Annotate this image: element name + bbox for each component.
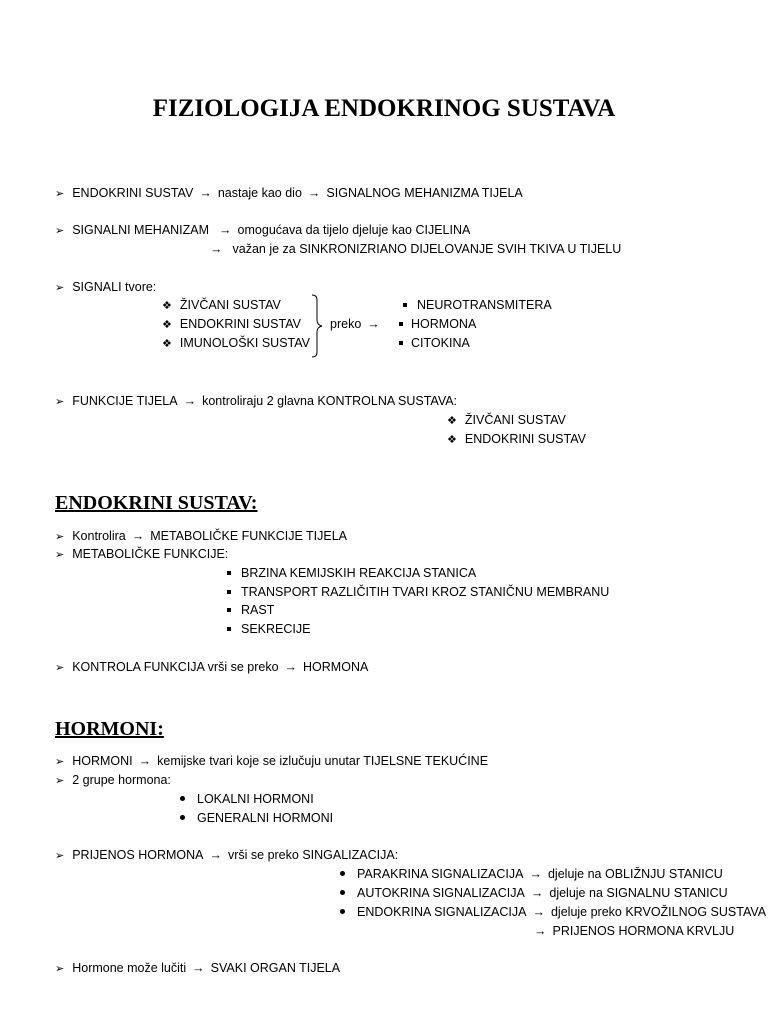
arrow-bullet-icon: ➢ <box>55 282 65 294</box>
list-item: ➢ Hormone može lučiti → SVAKI ORGAN TIJELA <box>55 961 341 975</box>
arrow-bullet-icon: ➢ <box>55 396 65 408</box>
arrow-bullet-icon: ➢ <box>55 756 65 768</box>
diamond-bullet-icon: ❖ <box>447 415 457 427</box>
square-bullet-icon <box>227 571 231 575</box>
arrow-icon: → <box>529 867 542 881</box>
list-item: ➢ Kontrolira → METABOLIČKE FUNKCIJE TIJELA <box>55 529 348 543</box>
arrow-icon: → <box>532 905 545 919</box>
square-bullet-icon <box>227 590 231 594</box>
control-system-item: ❖ ŽIVČANI SUSTAV <box>447 413 566 427</box>
arrow-bullet-icon: ➢ <box>55 188 65 200</box>
function-item: RAST <box>227 602 274 618</box>
arrow-icon: → <box>183 394 197 408</box>
signaling-continuation: → PRIJENOS HORMONA KRVLJU <box>534 924 735 938</box>
signaling-item: AUTOKRINA SIGNALIZACIJA → djeluje na SIGNALNU STANICU <box>340 885 728 901</box>
square-bullet-icon <box>227 627 231 631</box>
signal-item: HORMONA <box>399 316 476 332</box>
function-item: SEKRECIJE <box>227 621 310 637</box>
round-bullet-icon <box>180 815 185 820</box>
system-item: ❖ ENDOKRINI SUSTAV <box>162 317 301 331</box>
arrow-icon: → <box>210 242 223 256</box>
arrow-icon: → <box>199 186 212 200</box>
hormone-group-item: LOKALNI HORMONI <box>180 791 314 807</box>
round-bullet-icon <box>340 871 345 876</box>
list-item: ➢ METABOLIČKE FUNKCIJE: <box>55 547 229 561</box>
signal-item: NEUROTRANSMITERA <box>403 297 552 313</box>
list-item: ➢ FUNKCIJE TIJELA → kontroliraju 2 glavna KONTROLNA SUSTAVA: <box>55 394 458 408</box>
diamond-bullet-icon: ❖ <box>162 300 172 312</box>
arrow-icon: → <box>131 529 145 543</box>
list-item: ➢ SIGNALNI MEHANIZAM → omogućava da tijelo djeluje kao CIJELINA <box>55 223 471 237</box>
square-bullet-icon <box>227 608 231 612</box>
arrow-bullet-icon: ➢ <box>55 850 65 862</box>
square-bullet-icon <box>399 341 403 345</box>
arrow-icon: → <box>534 924 547 938</box>
list-item: ➢ PRIJENOS HORMONA → vrši se preko SINGALIZACIJA: <box>55 848 399 862</box>
round-bullet-icon <box>340 909 345 914</box>
list-item: ➢ SIGNALI tvore: <box>55 280 157 294</box>
round-bullet-icon <box>180 796 185 801</box>
system-item: ❖ IMUNOLOŠKI SUSTAV <box>162 336 310 350</box>
square-bullet-icon <box>403 303 407 307</box>
arrow-bullet-icon: ➢ <box>55 963 65 975</box>
diamond-bullet-icon: ❖ <box>162 319 172 331</box>
arrow-icon: → <box>367 317 380 331</box>
signal-item: CITOKINA <box>399 335 470 351</box>
section-heading: HORMONI: <box>55 718 164 740</box>
round-bullet-icon <box>340 890 345 895</box>
arrow-bullet-icon: ➢ <box>55 549 65 561</box>
system-item: ❖ ŽIVČANI SUSTAV <box>162 298 281 312</box>
arrow-icon: → <box>209 848 222 862</box>
arrow-icon: → <box>530 886 544 900</box>
signaling-item: PARAKRINA SIGNALIZACIJA → djeluje na OBLIŽNJU STANICU <box>340 866 723 882</box>
curly-brace-icon <box>311 294 323 358</box>
section-heading: ENDOKRINI SUSTAV: <box>55 492 258 514</box>
arrow-bullet-icon: ➢ <box>55 225 65 237</box>
list-item-continuation: → važan je za SINKRONIZRIANO DIJELOVANJE SVIH TKIVA U TIJELU <box>210 242 622 256</box>
arrow-bullet-icon: ➢ <box>55 662 65 674</box>
function-item: TRANSPORT RAZLIČITIH TVARI KROZ STANIČNU MEMBRANU <box>227 584 609 600</box>
square-bullet-icon <box>399 322 403 326</box>
diamond-bullet-icon: ❖ <box>162 338 172 350</box>
list-item: ➢ KONTROLA FUNKCIJA vrši se preko → HORMONA <box>55 660 369 674</box>
arrow-bullet-icon: ➢ <box>55 775 65 787</box>
hormone-group-item: GENERALNI HORMONI <box>180 810 333 826</box>
arrow-icon: → <box>284 660 298 674</box>
arrow-icon: → <box>307 186 321 200</box>
arrow-icon: → <box>192 961 205 975</box>
list-item: ➢ 2 grupe hormona: <box>55 773 171 787</box>
function-item: BRZINA KEMIJSKIH REAKCIJA STANICA <box>227 565 476 581</box>
list-item: ➢ ENDOKRINI SUSTAV → nastaje kao dio → SIGNALNOG MEHANIZMA TIJELA <box>55 186 523 200</box>
arrow-icon: → <box>219 223 232 237</box>
list-item: ➢ HORMONI → kemijske tvari koje se izlučuju unutar TIJELSNE TEKUĆINE <box>55 754 489 768</box>
diamond-bullet-icon: ❖ <box>447 434 457 446</box>
control-system-item: ❖ ENDOKRINI SUSTAV <box>447 432 586 446</box>
page-title: FIZIOLOGIJA ENDOKRINOG SUSTAVA <box>152 95 616 122</box>
arrow-icon: → <box>138 754 152 768</box>
preko-label: preko → <box>330 317 380 331</box>
signaling-item: ENDOKRINA SIGNALIZACIJA → djeluje preko KRVOŽILNOG SUSTAVA <box>340 904 766 920</box>
arrow-bullet-icon: ➢ <box>55 531 65 543</box>
